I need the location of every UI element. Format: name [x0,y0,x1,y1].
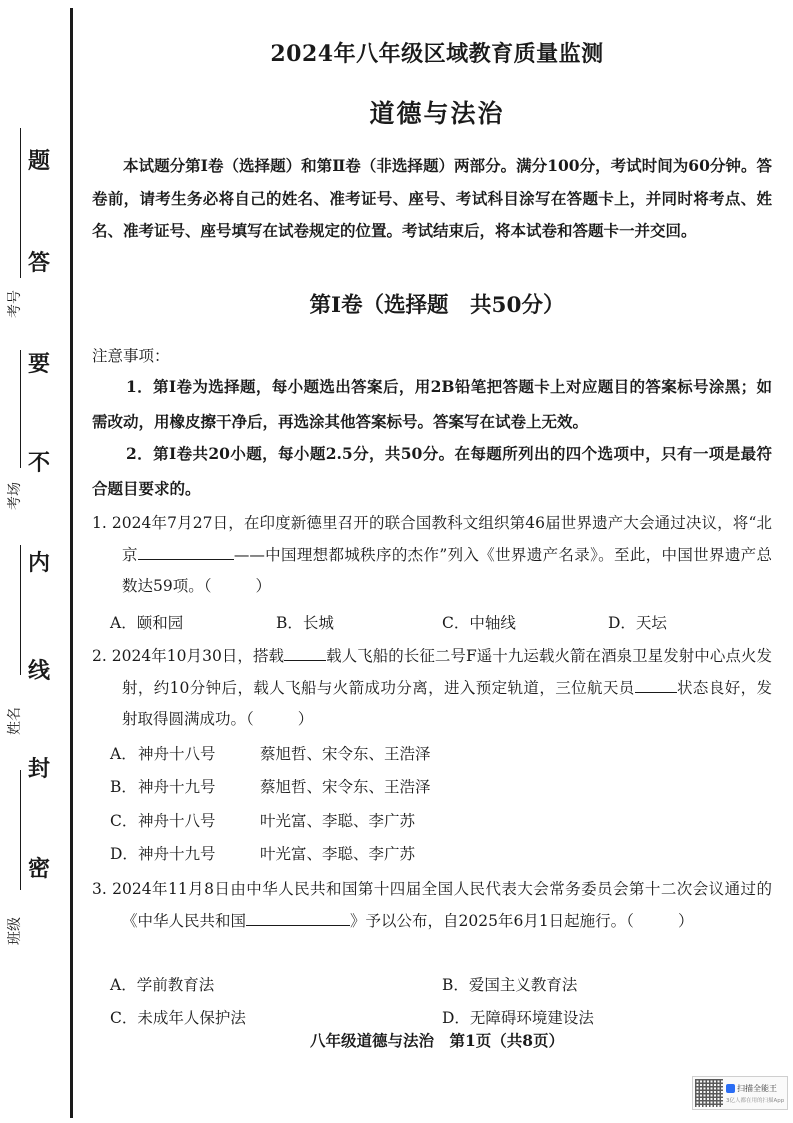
notice-item: 1．第Ⅰ卷为选择题，每小题选出答案后，用2B铅笔把答题卡上对应题目的答案标号涂黑；如需改动，用橡皮擦干净后，再选涂其他答案标号。答案写在试卷上无效。 [92,377,772,431]
seal-char: 内 [28,550,51,576]
notice-heading: 注意事项： [92,347,170,365]
field-label-name: 姓名 [7,707,23,735]
seal-char: 封 [28,756,51,782]
question-stem: 载人飞船的长征二号F遥十九运载火箭在酒泉卫星发射中心点火发射，约10分钟后，载人飞船与火箭成功分离，进入预定轨道，三位航天员 [122,647,772,697]
answer-blank [138,544,234,560]
options-row [110,611,774,633]
page-title: 2024年八年级区域教育质量监测 [270,41,604,67]
option-c: C．未成年人保护法 [110,1009,246,1027]
field-line [20,770,21,890]
question-stem: ） [255,577,271,595]
option-d: D．神舟十九号 叶光富、李聪、李广苏 [110,845,416,863]
question-3 [92,874,772,937]
scanner-logo-icon [726,1084,735,1093]
scanner-watermark [692,1076,788,1110]
question-1 [92,508,772,603]
qr-code-icon [695,1079,723,1107]
page-footer: 八年级道德与法治 第1页（共8页） [309,1031,565,1050]
seal-char: 答 [28,250,51,276]
seal-char: 题 [28,148,51,174]
answer-blank [284,645,326,661]
question-stem: 》予以公布，自2025年6月1日起施行。（ [350,911,634,930]
question-stem: ） [297,710,314,728]
field-label-class: 班级 [7,917,23,945]
option-d: D．无障碍环境建设法 [442,1009,594,1027]
question-stem: 2024年10月30日，搭载 [111,647,285,665]
seal-char: 线 [28,658,51,684]
question-number: 2. [92,647,107,665]
field-label-exam-number: 考号 [7,290,23,318]
option-b: B．长城 [276,614,334,632]
scanner-tagline: 3亿人都在用的扫描App [726,1097,785,1104]
seal-char: 不 [28,450,51,476]
question-stem: 状态良好，发射取得圆满成功。（ [122,678,772,728]
option-d: D．天坛 [608,614,667,632]
option-c: C．神舟十八号 叶光富、李聪、李广苏 [110,812,416,830]
option-c: C．中轴线 [442,614,516,632]
scanner-name: 扫描全能王 [737,1083,777,1093]
seal-char: 要 [28,351,51,377]
question-stem: ） [677,911,694,930]
answer-blank [246,910,350,926]
field-line [20,545,21,675]
field-label-exam-room: 考场 [7,482,23,510]
field-line [20,350,21,468]
seal-char: 密 [28,856,51,882]
option-b: B．爱国主义教育法 [442,976,578,994]
option-a: A．学前教育法 [110,976,215,994]
subject-title: 道德与法治 [369,99,505,128]
question-stem: 2024年7月27日，在印度新德里召开的联合国教科文组织第46届世界遗产大会通过决议，将“北京 [111,514,772,564]
question-2 [92,641,772,736]
notice-item: 2．第Ⅰ卷共20小题，每小题2.5分，共50分。在每题所列出的四个选项中，只有一项是最符合题目要求的。 [92,444,772,498]
option-b: B．神舟十九号 蔡旭哲、宋令东、王浩泽 [110,778,431,796]
answer-blank [635,677,677,693]
section-title: 第Ⅰ卷（选择题 共50分） [309,293,565,318]
question-stem: ——中国理想都城秩序的杰作”列入《世界遗产名录》。至此，中国世界遗产总数达59项。（ [122,545,772,595]
intro-paragraph: 本试题分第Ⅰ卷（选择题）和第Ⅱ卷（非选择题）两部分。满分100分，考试时间为60分钟。答卷前，请考生务必将自己的姓名、准考证号、座号、考试科目涂写在答题卡上，并同时将考点、姓名、准考证号、座号填写在试卷规定的位置。考试结束后，将本试卷和答题卡一并交回。 [92,156,772,240]
field-line [20,128,21,278]
option-a: A．颐和园 [110,614,184,632]
question-number: 1. [92,514,107,532]
question-number: 3. [92,880,107,898]
question-stem: 2024年11月8日由中华人民共和国第十四届全国人民代表大会常务委员会第十二次会议通过的《中华人民共和国 [112,880,772,930]
binding-line [70,8,73,1118]
option-a: A．神舟十八号 蔡旭哲、宋令东、王浩泽 [110,745,431,763]
